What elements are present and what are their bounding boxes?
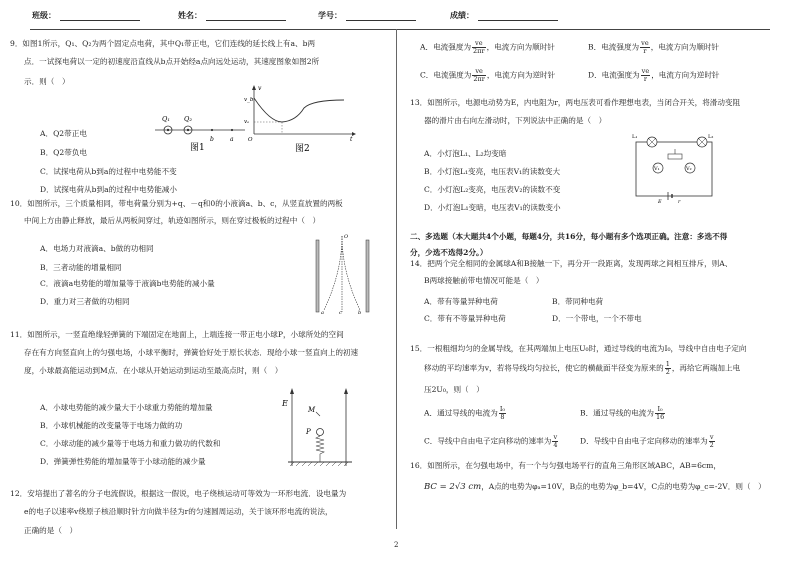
q12-option-a: A．电流强度为 $\frac{ve}{2\pi r}$ ，电流方向为顺时针	[420, 39, 555, 55]
q13-option-c: C．小灯泡L₂变亮，电压表V₂的读数不变	[424, 185, 561, 194]
fig2-label-v: v	[258, 85, 262, 92]
id-blank	[346, 20, 416, 21]
q13-label-v1: V₁	[654, 166, 660, 172]
header-row	[30, 7, 770, 23]
q13-option-b: B．小灯泡L₁变亮，电压表V₁的读数变大	[424, 167, 561, 176]
fig2-label-vb: v_b	[244, 97, 254, 103]
q15-stem-3: 压2U₀，则（ ）	[424, 385, 484, 394]
q11-figure	[280, 386, 360, 470]
q12-option-c: C．电流强度为 $\frac{ve}{2\pi r}$ ，电流方向为逆时针	[420, 67, 556, 83]
score-blank	[478, 20, 558, 21]
class-blank	[60, 20, 140, 21]
q13-label-r: r	[678, 199, 681, 204]
q13-option-d: D．小灯泡L₁变暗，电压表V₁的读数变小	[424, 203, 561, 212]
q12-option-b: B．电流强度为 $\frac{ve}{r}$ ，电流方向为顺时针	[588, 39, 720, 55]
section-2-title-1: 二、多选题（本大题共4个小题，每题4分，共16分，每小题有多个选项正确。注意：多选不得	[410, 232, 728, 241]
score-label: 成绩：	[450, 10, 474, 20]
q10-option-d: D．重力对三者做的功相同	[40, 297, 130, 306]
q13-label-e: E	[658, 199, 662, 204]
q15-stem-2: 移动的平均速率为v，若将导线均匀拉长，使它的横截面半径变为原来的 $\frac{1}{2}$ ，再给它两端加上电	[424, 360, 741, 376]
q11-label-m: M	[308, 406, 316, 414]
q10-option-b: B．三者动能的增量相同	[40, 263, 122, 272]
fig2-label-va: vₐ	[244, 119, 250, 125]
q13-label-v2: V₂	[686, 166, 692, 172]
q12-stem-3: 正确的是（ ）	[24, 526, 78, 535]
fig1-label-q2: Q₂	[184, 115, 192, 123]
q12-stem-1: 12．安培提出了著名的分子电流假说，根据这一假说，电子绕核运动可等效为一环形电流．设电量为	[10, 489, 347, 498]
q15-option-c: C．导线中自由电子定向移动的速率为 $\frac{v}{4}$	[424, 433, 558, 449]
fig1-label-b: b	[210, 136, 214, 143]
q11-stem-1: 11．如图所示，一竖直绝缘轻弹簧的下端固定在地面上，上端连接一带正电小球P，小球所处的空间	[10, 330, 344, 339]
q9-stem-2: 点．一试探电荷以一定的初速度沿直线从b点开始经a点向远处运动，其速度图象如图2所	[24, 57, 320, 66]
fig1-label-a: a	[230, 136, 234, 143]
section-2-title-2: 分，少选不选得2分。）	[410, 248, 488, 257]
q9-figure-2	[240, 84, 360, 152]
column-divider	[396, 29, 397, 529]
q11-option-b: B．小球机械能的改变量等于电场力做的功	[40, 421, 183, 430]
q15-option-d: D．导线中自由电子定向移动的速率为 $\frac{v}{2}$	[580, 433, 714, 449]
fig1-caption: 图1	[190, 143, 205, 152]
q16-formula: BC = 2√3 cm	[424, 482, 482, 492]
q10-stem-1: 10．如图所示，三个质量相同，带电荷量分别为+q、－q和0的小液滴a、b、c，从竖直放置的两板	[10, 199, 343, 208]
q9-figure-1	[150, 110, 250, 152]
q9-option-b: B．Q2带负电	[40, 148, 88, 157]
q10-label-b: b	[358, 310, 362, 316]
q12-option-d: D．电流强度为 $\frac{ve}{r}$ ，电流方向为逆时针	[588, 67, 720, 83]
q10-stem-2: 中间上方由静止释放，最后从两板间穿过，轨迹如图所示，则在穿过极板的过程中（ ）	[24, 216, 321, 225]
q15-option-a: A．通过导线的电流为 $\frac{\text{I₀}}{8}$	[424, 405, 506, 421]
fig2-label-origin: O	[248, 137, 253, 143]
q9-stem-1: 9．如图1所示，Q₁、Q₂为两个固定点电荷，其中Q₁带正电，它们连线的延长线上有a、b两	[10, 39, 316, 48]
q14-option-c: C．带有不等量异种电荷	[424, 314, 506, 323]
q12-stem-2: e的电子以速率v绕原子核沿顺时针方向做半径为r的匀速圆周运动，关于该环形电流的说法，	[24, 507, 333, 516]
q14-option-a: A．带有等量异种电荷	[424, 297, 498, 306]
q9-option-a: A．Q2带正电	[40, 129, 87, 138]
q10-option-a: A．电场力对液滴a、b做的功相同	[40, 244, 154, 253]
q13-label-l1: L₁	[632, 134, 638, 140]
q11-option-c: C．小球动能的减少量等于电场力和重力做功的代数和	[40, 439, 221, 448]
q14-stem-2: B两球接触前带电情况可能是（ ）	[424, 276, 544, 285]
q10-label-c: c	[339, 310, 342, 316]
q9-option-d: D．试探电荷从b到a的过程中电势能减小	[40, 185, 177, 194]
q15-option-b: B．通过导线的电流为 $\frac{\text{I₀}}{16}$	[580, 405, 665, 421]
q13-stem-1: 13．如图所示，电源电动势为E，内电阻为r，两电压表可看作理想电表，当闭合开关，将滑动变阻	[410, 98, 741, 107]
fig1-label-q1: Q₁	[162, 115, 170, 123]
q10-figure	[306, 232, 380, 316]
q10-label-o: O	[344, 234, 349, 240]
q14-option-b: B．带同种电荷	[552, 297, 604, 306]
q16-stem-2: BC = 2√3 cm，A点的电势为φₐ=10V，B点的电势为φ_b=4V，C点的电势为φ_c=-2V．则（ ）	[424, 482, 766, 492]
q13-circuit-figure	[628, 132, 724, 204]
q9-option-c: C．试探电荷从b到a的过程中电势能不变	[40, 167, 177, 176]
header-divider	[30, 29, 770, 30]
q13-option-a: A．小灯泡L₁、L₂均变暗	[424, 149, 507, 158]
q16-stem-1: 16．如图所示，在匀强电场中，有一个与匀强电场平行的直角三角形区域ABC，AB=6cm，	[410, 461, 721, 470]
q11-stem-3: 度，小球最高能运动到M点．在小球从开始运动到运动至最高点时，则（ ）	[24, 366, 283, 375]
q11-option-a: A．小球电势能的减少量大于小球重力势能的增加量	[40, 403, 213, 412]
id-label: 学号：	[318, 10, 342, 20]
q11-label-e: E	[282, 399, 288, 408]
q11-stem-2: 存在有方向竖直向上的匀强电场，小球平衡时，弹簧恰好处于原长状态．现给小球一竖直向上的初速	[24, 348, 359, 357]
q11-option-d: D．弹簧弹性势能的增加量等于小球动能的减少量	[40, 457, 206, 466]
name-label: 姓名：	[178, 10, 202, 20]
page-number: 2	[394, 541, 399, 549]
q13-stem-2: 器的滑片由右向左滑动时，下列说法中正确的是（ ）	[424, 116, 607, 125]
q14-stem-1: 14．把两个完全相同的金属球A和B接触一下，再分开一段距离，发现两球之间相互排斥，则A、	[410, 259, 733, 268]
q10-label-a: a	[321, 310, 324, 316]
q9-stem-3: 示．则（ ）	[24, 77, 70, 86]
fig2-label-t: t	[350, 136, 353, 143]
fig2-caption: 图2	[295, 144, 310, 152]
q10-option-c: C．液滴a电势能的增加量等于液滴b电势能的减小量	[40, 279, 215, 288]
q13-label-l2: L₂	[708, 134, 714, 140]
q15-stem-1: 15．一根粗细均匀的金属导线，在其两端加上电压U₀时，通过导线的电流为I₀，导线中自由电子定向	[410, 344, 747, 353]
q11-label-p: P	[306, 428, 311, 436]
q14-option-d: D．一个带电，一个不带电	[552, 314, 642, 323]
class-label: 班级：	[32, 10, 56, 20]
name-blank	[206, 20, 286, 21]
